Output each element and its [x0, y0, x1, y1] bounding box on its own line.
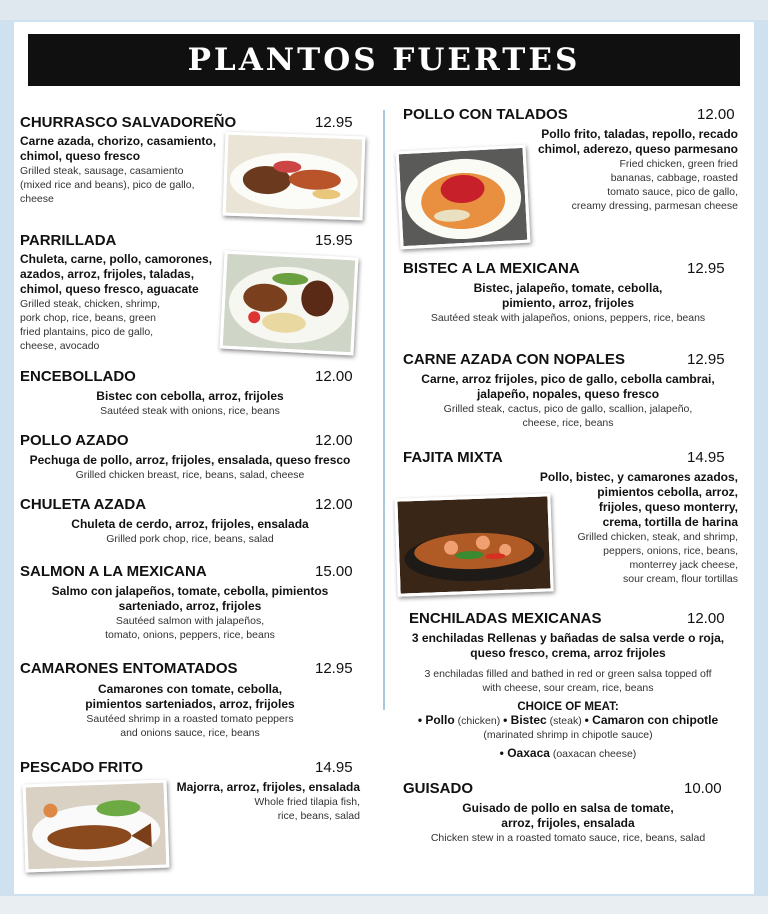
parrillada-photo — [220, 251, 359, 356]
item-description-es: Salmo con jalapeños, tomate, cebolla, pimientos — [51, 584, 329, 598]
item-name: CHURRASCO SALVADOREÑO — [20, 114, 237, 131]
pescado-frito-photo — [23, 780, 170, 873]
item-description-es: pimientos cebolla, arroz, — [597, 485, 738, 499]
meat-choice-bistec-en: (steak) — [546, 715, 585, 727]
item-price: 12.00 — [315, 496, 353, 513]
item-price: 12.00 — [315, 368, 353, 385]
item-description-en: creamy dressing, parmesan cheese — [571, 200, 738, 212]
item-description-es: Carne azada, chorizo, casamiento, — [20, 134, 217, 148]
item-description-en: Grilled steak, chicken, shrimp, — [20, 298, 161, 310]
item-description-es: frijoles, queso monterry, — [598, 500, 738, 514]
item-name: PARRILLADA — [20, 232, 117, 249]
item-description-en: (mixed rice and beans), pico de gallo, — [20, 179, 195, 191]
item-description-es: queso fresco, crema, arroz frijoles — [470, 646, 666, 660]
item-description-en: 3 enchiladas filled and bathed in red or green salsa topped off — [424, 668, 712, 680]
item-description-en: Grilled chicken breast, rice, beans, salad, cheese — [75, 469, 305, 481]
fajita-mixta-photo — [394, 493, 553, 596]
bottom-background-strip — [0, 896, 768, 914]
item-price: 14.95 — [315, 759, 353, 776]
meat-choice-oaxaca-row — [398, 742, 738, 761]
meat-choice-camaron: • Camaron con chipotle — [584, 713, 719, 727]
item-description-es: Chuleta de cerdo, arroz, frijoles, ensalada — [71, 517, 309, 531]
item-price: 12.95 — [315, 660, 353, 677]
item-description-en: Grilled chicken, steak, and shrimp, — [577, 531, 738, 543]
item-name: ENCEBOLLADO — [20, 368, 136, 385]
item-price: 12.95 — [687, 351, 725, 368]
item-name: POLLO AZADO — [20, 432, 129, 449]
item-description-es: Guisado de pollo en salsa de tomate, — [462, 801, 674, 815]
meat-choice-oaxaca-en: (oaxacan cheese) — [549, 748, 637, 760]
item-description-en: Sautéed steak with jalapeños, onions, peppers, rice, beans — [430, 312, 706, 324]
item-description-en: tomato sauce, pico de gallo, — [607, 186, 738, 198]
item-description-es: chimol, queso fresco, aguacate — [20, 282, 199, 296]
item-description-en: fried plantains, pico de gallo, — [20, 326, 154, 338]
item-description-en: cheese, avocado — [20, 340, 100, 352]
item-name: BISTEC A LA MEXICANA — [403, 260, 580, 277]
item-description-es: Pollo frito, taladas, repollo, recado — [541, 127, 738, 141]
item-price: 12.00 — [697, 106, 735, 123]
item-description-en: cheese, rice, beans — [522, 417, 614, 429]
item-description-es: crema, tortilla de harina — [602, 515, 738, 529]
item-description-en: Sautéed steak with onions, rice, beans — [100, 405, 280, 417]
item-description-es: pimiento, arroz, frijoles — [501, 296, 635, 310]
column-divider — [383, 110, 385, 710]
item-description-en: Chicken stew in a roasted tomato sauce, rice, beans, salad — [430, 832, 706, 844]
item-name: CHULETA AZADA — [20, 496, 147, 513]
meat-choice-pollo-en: (chicken) — [454, 715, 504, 727]
item-description-es: Chuleta, carne, pollo, camorones, — [20, 252, 213, 266]
item-description-en: with cheese, sour cream, rice, beans — [482, 682, 654, 694]
item-description-en: sour cream, flour tortillas — [623, 573, 738, 585]
pollo-con-talados-photo — [396, 145, 531, 250]
item-description-es: jalapeño, nopales, queso fresco — [476, 387, 660, 401]
item-description-es: Pollo, bistec, y camarones azados, — [539, 470, 738, 484]
menu-page — [14, 22, 754, 894]
item-price: 12.95 — [687, 260, 725, 277]
item-description-en: monterrey jack cheese, — [629, 559, 738, 571]
item-description-en: peppers, onions, rice, beans, — [603, 545, 738, 557]
item-name: CARNE AZADA CON NOPALES — [403, 351, 625, 368]
item-description-en: bananas, cabbage, roasted — [610, 172, 738, 184]
item-description-es: chimol, aderezo, queso parmesano — [537, 142, 738, 156]
item-description-en: Grilled steak, cactus, pico de gallo, scallion, jalapeño, — [443, 403, 693, 415]
item-description-en: tomato, onions, peppers, rice, beans — [105, 629, 275, 641]
item-description-es: 3 enchiladas Rellenas y bañadas de salsa verde o roja, — [411, 631, 725, 645]
item-price: 12.00 — [315, 432, 353, 449]
item-name: CAMARONES ENTOMATADOS — [20, 660, 238, 677]
item-description-en: Grilled steak, sausage, casamiento — [20, 165, 184, 177]
item-price: 12.00 — [687, 610, 725, 627]
item-description-es: arroz, frijoles, ensalada — [501, 816, 635, 830]
item-description-es: chimol, queso fresco — [20, 149, 141, 163]
choice-of-meat-heading: CHOICE OF MEAT: — [517, 701, 619, 713]
item-description-es: Carne, arroz frijoles, pico de gallo, cebolla cambrai, — [421, 372, 715, 386]
item-price: 10.00 — [684, 780, 722, 797]
meat-choice-camaron-note: (marinated shrimp in chipotle sauce) — [483, 729, 653, 741]
item-description-es: Camarones con tomate, cebolla, — [97, 682, 283, 696]
item-description-es: azados, arroz, frijoles, taladas, — [20, 267, 195, 281]
item-name: FAJITA MIXTA — [403, 449, 503, 466]
item-description-es: Bistec, jalapeño, tomate, cebolla, — [473, 281, 663, 295]
meat-choice-bistec: • Bistec — [503, 713, 547, 727]
item-description-en: rice, beans, salad — [277, 810, 360, 822]
item-price: 15.00 — [315, 563, 353, 580]
item-description-es: Majorra, arroz, frijoles, ensalada — [176, 780, 360, 794]
meat-choice-oaxaca: • Oaxaca — [499, 746, 550, 760]
item-description-es: Pechuga de pollo, arroz, frijoles, ensalada, queso fresco — [29, 453, 351, 467]
item-price: 14.95 — [687, 449, 725, 466]
item-description-en: Sautéed salmon with jalapeños, — [115, 615, 265, 627]
menu-title-banner: PLANTOS FUERTES — [28, 34, 740, 86]
item-name: PESCADO FRITO — [20, 759, 144, 776]
item-description-en: and onions sauce, rice, beans — [120, 727, 260, 739]
item-name: ENCHILADAS MEXICANAS — [409, 610, 602, 627]
top-background-strip — [0, 0, 768, 20]
item-description-es: Bistec con cebolla, arroz, frijoles — [96, 389, 284, 403]
item-description-es: pimientos sarteniados, arroz, frijoles — [85, 697, 295, 711]
item-name: SALMON A LA MEXICANA — [20, 563, 207, 580]
item-description-en: cheese — [20, 193, 54, 205]
item-description-en: Sautéed shrimp in a roasted tomato peppers — [86, 713, 294, 725]
item-description-es: sarteniado, arroz, frijoles — [118, 599, 262, 613]
item-description-en: pork chop, rice, beans, green — [20, 312, 156, 324]
item-description-en: Grilled pork chop, rice, beans, salad — [106, 533, 274, 545]
item-price: 12.95 — [315, 114, 353, 131]
churrasco-photo — [223, 132, 366, 221]
item-name: POLLO CON TALADOS — [403, 106, 568, 123]
item-description-en: Fried chicken, green fried — [619, 158, 738, 170]
meat-choice-pollo: • Pollo — [417, 713, 455, 727]
item-description-en: Whole fried tilapia fish, — [254, 796, 360, 808]
item-name: GUISADO — [403, 780, 474, 797]
item-price: 15.95 — [315, 232, 353, 249]
meat-choices-row — [398, 713, 738, 728]
